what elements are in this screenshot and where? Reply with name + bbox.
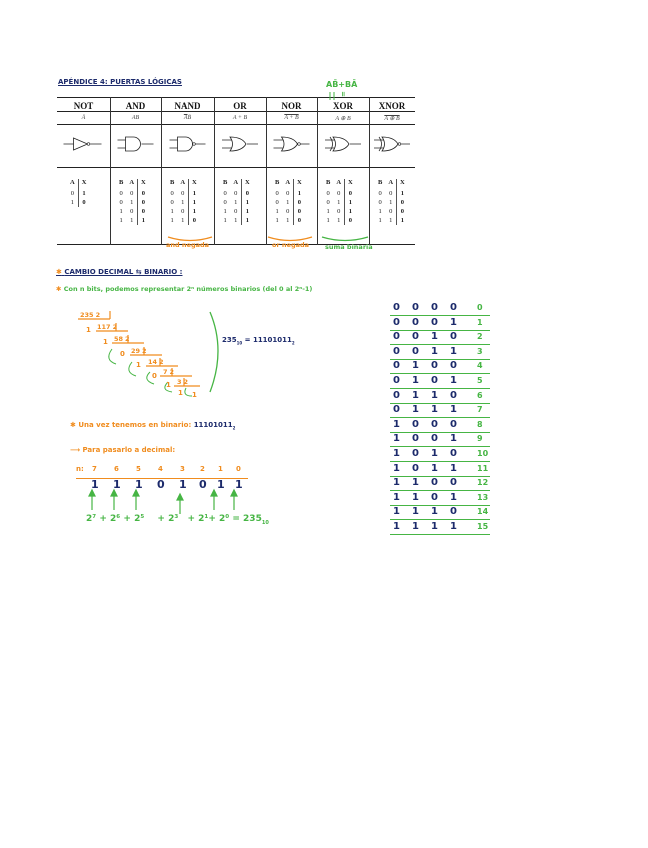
binary-table-row bbox=[388, 331, 488, 345]
binary-digit: 0 bbox=[393, 302, 400, 313]
truth-table-cell: 1 bbox=[234, 217, 238, 224]
conversion-title: ✱ CAMBIO DECIMAL ⇆ BINARIO : bbox=[56, 268, 183, 276]
binary-digit: 1 bbox=[393, 506, 400, 518]
binary-table-row bbox=[388, 302, 488, 316]
truth-table-header: X bbox=[397, 179, 408, 189]
truth-table-cell: 0 bbox=[189, 216, 200, 225]
binary-table-row bbox=[388, 317, 488, 331]
binary-digit: 1 bbox=[412, 375, 419, 386]
truth-table-header: B bbox=[170, 179, 175, 186]
division-remainder: 1 bbox=[192, 391, 197, 399]
binary-digit: 1 bbox=[431, 331, 438, 343]
binary-table-row bbox=[388, 360, 488, 374]
decimal-value: 5 bbox=[477, 376, 483, 385]
binary-digit: 0 bbox=[431, 418, 438, 430]
bit-value: 1 bbox=[217, 478, 225, 491]
division-remainder: 1 bbox=[178, 389, 183, 397]
binary-digit: 0 bbox=[412, 433, 419, 445]
binary-digit: 0 bbox=[412, 462, 419, 474]
bit-value: 1 bbox=[135, 478, 143, 491]
binary-table-row bbox=[388, 404, 488, 418]
binary-digit: 1 bbox=[450, 375, 457, 386]
truth-table-cell: 0 bbox=[294, 216, 305, 225]
binary-digit: 0 bbox=[450, 331, 457, 343]
truth-table-cell: 0 bbox=[70, 190, 74, 197]
gate-expression: Ā bbox=[81, 115, 86, 121]
truth-table-cell: 0 bbox=[286, 208, 290, 215]
bit-position: 2 bbox=[200, 465, 205, 473]
binary-digit: 0 bbox=[393, 345, 400, 357]
truth-table-cell: 0 bbox=[119, 199, 123, 206]
binary-digit: 1 bbox=[431, 404, 438, 416]
binary-table-row bbox=[388, 419, 488, 433]
gate-name: AND bbox=[125, 101, 146, 111]
truth-table-cell: 1 bbox=[326, 217, 330, 224]
bit-value: 0 bbox=[157, 478, 165, 491]
division-divisor: 2 bbox=[169, 368, 175, 376]
truth-table-cell: 0 bbox=[242, 189, 253, 198]
binary-table-row bbox=[388, 521, 488, 535]
decimal-value: 3 bbox=[477, 346, 483, 356]
truth-table-cell: 1 bbox=[223, 208, 227, 215]
binary-digit: 0 bbox=[412, 331, 419, 343]
bit-value: 1 bbox=[179, 478, 187, 491]
binary-digit: 1 bbox=[450, 491, 457, 503]
gate-expression: A ⊕ B bbox=[335, 116, 351, 122]
truth-table-header: X bbox=[189, 179, 200, 189]
binary-digit: 1 bbox=[393, 462, 400, 474]
xor-note-text: suma binaria bbox=[325, 243, 373, 251]
binary-table-row bbox=[388, 433, 488, 447]
binary-digit: 0 bbox=[393, 331, 400, 343]
division-remainder: 1 bbox=[136, 361, 141, 369]
truth-table-cell: 0 bbox=[223, 190, 227, 197]
truth-table-cell: 0 bbox=[234, 190, 238, 197]
bit-value: 1 bbox=[91, 478, 99, 491]
binary-digit: 1 bbox=[450, 316, 457, 328]
truth-table-cell: 0 bbox=[138, 207, 149, 216]
truth-table-cell: 1 bbox=[397, 189, 408, 198]
xor-note: AB̄+BĀ bbox=[326, 80, 358, 89]
truth-table-cell: 1 bbox=[170, 217, 174, 224]
sum-expression: $2^7 + 2^6 + 2^5 + 2^3 + 2^1+ 2^0 = 235_{10}$ bbox=[86, 514, 269, 526]
binary-table-row bbox=[388, 346, 488, 360]
truth-table-header: A bbox=[233, 179, 239, 186]
binary-digit: 0 bbox=[393, 316, 400, 328]
division-dividend: 58 bbox=[114, 335, 124, 343]
decimal-value: 11 bbox=[477, 463, 489, 473]
truth-table-cell: 0 bbox=[294, 198, 305, 207]
truth-table-cell: 0 bbox=[181, 208, 185, 215]
truth-table-cell: 1 bbox=[337, 199, 341, 206]
binary-digit: 0 bbox=[412, 448, 419, 459]
binary-digit: 1 bbox=[431, 506, 438, 518]
decimal-value: 1 bbox=[477, 317, 483, 327]
binary-digit: 0 bbox=[450, 506, 457, 518]
binary-digit: 1 bbox=[431, 389, 438, 401]
division-dividend: 117 bbox=[97, 323, 111, 331]
truth-table-cell: 0 bbox=[170, 190, 174, 197]
division-divisor: 2 bbox=[183, 378, 189, 386]
binary-digit: 0 bbox=[393, 389, 400, 401]
binary-digit: 1 bbox=[450, 404, 457, 416]
truth-table-cell: 0 bbox=[345, 189, 356, 198]
truth-table-cell: 0 bbox=[378, 190, 382, 197]
division-divisor: 2 bbox=[125, 335, 130, 343]
decimal-value: 13 bbox=[477, 492, 489, 502]
bit-position: 1 bbox=[218, 465, 223, 473]
binary-digit: 1 bbox=[450, 521, 457, 532]
division-remainder: 1 bbox=[86, 326, 91, 334]
truth-table-cell: 1 bbox=[242, 216, 253, 225]
decimal-value: 12 bbox=[477, 478, 489, 488]
truth-table-cell: 0 bbox=[78, 198, 89, 207]
binary-digit: 1 bbox=[393, 491, 400, 503]
binary-digit: 0 bbox=[431, 316, 438, 328]
binary-digit: 0 bbox=[431, 302, 438, 313]
truth-table-cell: 0 bbox=[130, 190, 134, 197]
truth-table-cell: 1 bbox=[345, 207, 356, 216]
decimal-value: 8 bbox=[477, 419, 483, 429]
decimal-value: 9 bbox=[477, 434, 483, 444]
binary-digit: 0 bbox=[450, 360, 457, 372]
truth-table-cell: 0 bbox=[275, 199, 279, 206]
binary-digit: 1 bbox=[431, 521, 438, 532]
division-remainder: 1 bbox=[103, 338, 108, 346]
truth-table-cell: 1 bbox=[170, 208, 174, 215]
binary-digit: 1 bbox=[412, 477, 419, 489]
bit-value: 1 bbox=[235, 478, 243, 491]
binary-digit: 1 bbox=[412, 389, 419, 401]
truth-table-header: A bbox=[180, 179, 186, 186]
binary-digit: 0 bbox=[450, 448, 457, 459]
division-dividend: 14 bbox=[148, 358, 158, 366]
division-divisor: 2 bbox=[95, 311, 101, 319]
nor-note: or negada bbox=[272, 241, 310, 249]
truth-table-header: X bbox=[345, 179, 356, 189]
binary-digit: 1 bbox=[450, 345, 457, 357]
truth-table-cell: 0 bbox=[397, 198, 408, 207]
truth-table-cell: 1 bbox=[234, 199, 238, 206]
truth-table-cell: 1 bbox=[345, 198, 356, 207]
binary-bullet: ✱ Una vez tenemos en binario: $11101011_2$ bbox=[70, 421, 236, 431]
binary-digit: 1 bbox=[412, 360, 419, 372]
truth-table-cell: 0 bbox=[275, 190, 279, 197]
binary-digit: 1 bbox=[393, 477, 400, 489]
truth-table-header: A bbox=[336, 179, 342, 186]
binary-digit: 0 bbox=[412, 316, 419, 328]
bits-bullet: ✱ Con n bits, podemos representar 2ⁿ números binarios (del 0 al 2ⁿ-1) bbox=[56, 285, 313, 293]
binary-digit: 0 bbox=[431, 491, 438, 503]
binary-digit: 1 bbox=[450, 462, 457, 474]
decimal-value: 0 bbox=[477, 303, 483, 312]
gate-name: XNOR bbox=[378, 101, 406, 111]
truth-table-header: B bbox=[275, 179, 280, 186]
truth-table-cell: 1 bbox=[275, 217, 279, 224]
division-dividend: 29 bbox=[131, 347, 141, 355]
division-remainder: 1 bbox=[166, 381, 171, 389]
bit-position: 5 bbox=[136, 465, 141, 473]
binary-digit: 0 bbox=[450, 418, 457, 430]
bit-value: 1 bbox=[113, 478, 121, 491]
binary-digit: 0 bbox=[393, 360, 400, 372]
binary-digit: 1 bbox=[412, 491, 419, 503]
binary-digit: 0 bbox=[450, 477, 457, 489]
truth-table-header: B bbox=[326, 179, 331, 186]
truth-table-cell: 1 bbox=[294, 189, 305, 198]
binary-digit: 0 bbox=[412, 418, 419, 430]
division-divisor: 2 bbox=[112, 323, 118, 331]
xor-note-equals: = bbox=[338, 91, 347, 97]
truth-table-cell: 1 bbox=[119, 217, 123, 224]
truth-table-header: A bbox=[285, 179, 291, 186]
binary-digit: 1 bbox=[393, 418, 400, 430]
division-remainder: 0 bbox=[152, 372, 157, 380]
truth-table-cell: 0 bbox=[326, 199, 330, 206]
truth-table-cell: 1 bbox=[389, 199, 393, 206]
truth-table-cell: 1 bbox=[378, 217, 382, 224]
binary-table-row bbox=[388, 477, 488, 491]
truth-table-cell: 0 bbox=[337, 208, 341, 215]
binary-digit: 0 bbox=[431, 360, 438, 372]
gate-name: NOR bbox=[281, 101, 302, 111]
bit-position: 4 bbox=[158, 465, 163, 473]
binary-digit: 0 bbox=[393, 404, 400, 416]
nand-note: and negada bbox=[166, 241, 210, 249]
truth-table-cell: 1 bbox=[119, 208, 123, 215]
truth-table-header: X bbox=[294, 179, 305, 189]
binary-table-rule bbox=[390, 534, 490, 535]
truth-table-cell: 1 bbox=[286, 199, 290, 206]
truth-table-cell: 1 bbox=[130, 199, 134, 206]
truth-table-header: A bbox=[388, 179, 394, 186]
division-divisor: 2 bbox=[142, 347, 147, 355]
truth-table-header: X bbox=[242, 179, 253, 189]
truth-table-cell: 0 bbox=[389, 208, 393, 215]
truth-table-cell: 0 bbox=[119, 190, 123, 197]
truth-table-header: B bbox=[223, 179, 228, 186]
binary-table-row bbox=[388, 492, 488, 506]
truth-table-cell: 1 bbox=[286, 217, 290, 224]
decimal-value: 2 bbox=[477, 332, 483, 342]
truth-table-header: A bbox=[70, 179, 75, 186]
truth-table-header: X bbox=[138, 179, 149, 189]
decimal-value: 15 bbox=[477, 522, 489, 531]
gate-expression: A ⊕ B bbox=[384, 116, 400, 122]
bit-position: 7 bbox=[92, 465, 97, 473]
truth-table-cell: 1 bbox=[181, 217, 185, 224]
truth-table-header: A bbox=[129, 179, 135, 186]
binary-digit: 0 bbox=[431, 433, 438, 445]
truth-table-cell: 1 bbox=[130, 217, 134, 224]
truth-table-header: B bbox=[119, 179, 124, 186]
truth-table-cell: 1 bbox=[138, 216, 149, 225]
binary-digit: 0 bbox=[431, 375, 438, 386]
truth-table-cell: 1 bbox=[242, 198, 253, 207]
truth-table-cell: 0 bbox=[397, 207, 408, 216]
division-remainder: 0 bbox=[120, 350, 125, 358]
truth-table-cell: 0 bbox=[378, 199, 382, 206]
decimal-value: 4 bbox=[477, 361, 483, 371]
truth-table-cell: 1 bbox=[189, 198, 200, 207]
binary-digit: 1 bbox=[393, 448, 400, 459]
bit-position: 6 bbox=[114, 465, 119, 473]
binary-digit: 0 bbox=[412, 345, 419, 357]
bit-value: 0 bbox=[199, 478, 207, 491]
truth-table-cell: 1 bbox=[275, 208, 279, 215]
truth-table-cell: 1 bbox=[378, 208, 382, 215]
decimal-value: 6 bbox=[477, 390, 483, 400]
truth-table-cell: 1 bbox=[189, 207, 200, 216]
binary-digit: 0 bbox=[412, 302, 419, 313]
binary-digit: 1 bbox=[412, 521, 419, 532]
binary-digit: 1 bbox=[431, 345, 438, 357]
binary-digit: 0 bbox=[450, 302, 457, 313]
binary-digit: 0 bbox=[450, 389, 457, 401]
truth-table-cell: 0 bbox=[286, 190, 290, 197]
binary-digit: 1 bbox=[412, 506, 419, 518]
binary-digit: 0 bbox=[431, 477, 438, 489]
truth-table-cell: 1 bbox=[70, 199, 74, 206]
truth-table-cell: 1 bbox=[78, 189, 89, 198]
binary-digit: 1 bbox=[431, 448, 438, 459]
truth-table-header: X bbox=[78, 179, 89, 189]
decimal-value: 7 bbox=[477, 405, 483, 415]
binary-digit: 1 bbox=[412, 404, 419, 416]
binary-digit: 0 bbox=[393, 375, 400, 386]
binary-digit: 1 bbox=[431, 462, 438, 474]
to-decimal-line: ⟶ Para pasarlo a decimal: bbox=[70, 446, 176, 454]
binary-table-row bbox=[388, 375, 488, 389]
division-dividend: 235 bbox=[80, 311, 94, 319]
truth-table-cell: 0 bbox=[345, 216, 356, 225]
gate-expression: A + B bbox=[232, 115, 248, 121]
bit-position: 3 bbox=[180, 465, 185, 473]
binary-digit: 1 bbox=[393, 521, 400, 532]
truth-table-cell: 0 bbox=[170, 199, 174, 206]
division-divisor: 2 bbox=[159, 358, 164, 366]
truth-table-cell: 1 bbox=[397, 216, 408, 225]
gate-expression: AB bbox=[131, 115, 140, 121]
gate-name: NOT bbox=[73, 101, 94, 111]
division-dividend: 7 bbox=[163, 368, 168, 376]
truth-table-cell: 0 bbox=[130, 208, 134, 215]
truth-table-cell: 1 bbox=[242, 207, 253, 216]
binary-table-row bbox=[388, 506, 488, 520]
truth-table-cell: 0 bbox=[181, 190, 185, 197]
binary-digit: 1 bbox=[393, 433, 400, 445]
appendix-title: APÉNDICE 4: PUERTAS LÓGICAS bbox=[58, 78, 182, 86]
bit-position: 0 bbox=[236, 465, 241, 473]
truth-table-cell: 0 bbox=[294, 207, 305, 216]
truth-table-cell: 0 bbox=[337, 190, 341, 197]
gate-expression: A + B bbox=[284, 115, 299, 121]
truth-table-cell: 1 bbox=[337, 217, 341, 224]
truth-table-cell: 1 bbox=[326, 208, 330, 215]
truth-table-cell: 0 bbox=[389, 190, 393, 197]
truth-table-cell: 0 bbox=[138, 198, 149, 207]
division-dividend: 3 bbox=[177, 378, 182, 386]
gate-name: XOR bbox=[333, 101, 353, 111]
truth-table-cell: 1 bbox=[223, 217, 227, 224]
truth-table-cell: 0 bbox=[234, 208, 238, 215]
truth-table-cell: 1 bbox=[189, 189, 200, 198]
truth-table-cell: 0 bbox=[138, 189, 149, 198]
truth-table-cell: 0 bbox=[326, 190, 330, 197]
binary-table-row bbox=[388, 463, 488, 477]
binary-digit: 1 bbox=[450, 433, 457, 445]
truth-table-header: B bbox=[378, 179, 383, 186]
truth-table-cell: 1 bbox=[389, 217, 393, 224]
binary-table-row bbox=[388, 390, 488, 404]
decimal-value: 10 bbox=[477, 449, 489, 458]
conversion-result: $235_{10} = 11101011_2$ bbox=[222, 336, 295, 346]
gate-name: OR bbox=[233, 101, 247, 111]
gate-expression: AB̄ bbox=[183, 115, 192, 121]
positions-label: n: bbox=[76, 465, 84, 473]
gate-name: NAND bbox=[174, 101, 201, 111]
binary-table-row bbox=[388, 448, 488, 462]
truth-table-cell: 1 bbox=[181, 199, 185, 206]
truth-table-cell: 0 bbox=[223, 199, 227, 206]
decimal-value: 14 bbox=[477, 507, 489, 517]
